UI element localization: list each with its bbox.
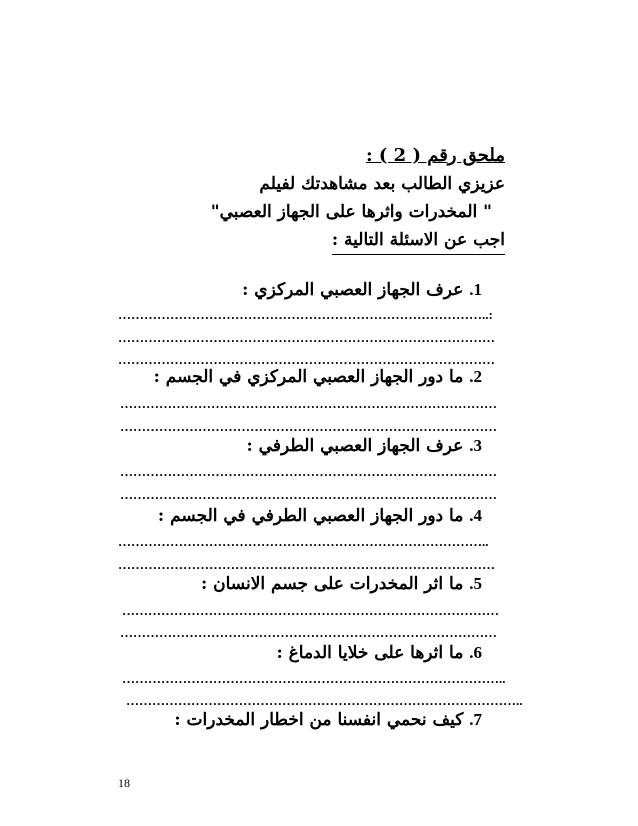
question-text: كيف نحمي انفسنا من اخطار المخدرات :: [174, 710, 470, 730]
question-number: 1.: [469, 280, 482, 299]
question-7: [174, 710, 482, 730]
answer-line[interactable]: ……………………………………………………………………………: [118, 352, 495, 367]
question-1: [242, 280, 482, 300]
question-6: [276, 643, 482, 663]
question-4: [158, 506, 482, 526]
question-number: 6.: [469, 643, 482, 662]
question-text: ما دور الجهاز العصبي المركزي في الجسم :: [153, 367, 470, 387]
answer-line[interactable]: ………………………………………………………………………………..: [126, 693, 523, 708]
intro-line-1: عزيزي الطالب بعد مشاهدتك لفيلم: [259, 174, 505, 194]
answer-line[interactable]: …………………………………………………………………………..: [118, 534, 489, 549]
answer-line[interactable]: ……………………………………………………………………………: [120, 419, 497, 434]
question-number: 4.: [469, 506, 482, 525]
answer-line[interactable]: ……………………………………………………………………………: [120, 625, 497, 640]
question-text: ما دور الجهاز العصبي الطرفي في الجسم :: [157, 506, 470, 526]
answer-line[interactable]: ……………………………………………………………………………: [120, 487, 497, 502]
question-2: [154, 367, 482, 387]
answer-line[interactable]: …………………………………………………………………………..:: [118, 307, 493, 322]
question-text: ما اثرها على خلايا الدماغ :: [276, 643, 470, 663]
page-number: 18: [118, 776, 130, 790]
question-number: 7.: [469, 710, 482, 729]
answer-line[interactable]: ……………………………………………………………………………: [120, 396, 497, 411]
answer-line[interactable]: ……………………………………………………………………………: [118, 330, 495, 345]
intro-line-2: " المخدرات واثرها على الجهاز العصبي": [210, 202, 492, 222]
question-5: [201, 574, 482, 594]
question-text: عرف الجهاز العصبي الطرفي :: [246, 436, 470, 456]
appendix-title: ملحق رقم ( 2 ) :: [365, 145, 505, 166]
question-text: ما اثر المخدرات على جسم الانسان :: [200, 574, 470, 594]
answer-line[interactable]: ……………………………………………………………………………: [120, 464, 497, 479]
answer-line[interactable]: ……………………………………………………………………………: [118, 557, 495, 572]
question-text: عرف الجهاز العصبي المركزي :: [242, 280, 470, 300]
answer-line[interactable]: ……………………………………………………………………………: [122, 603, 499, 618]
question-number: 5.: [469, 574, 482, 593]
instructions: اجب عن الاسئلة التالية :: [332, 230, 505, 255]
answer-line[interactable]: ……………………………………………………………………………..: [122, 671, 506, 686]
question-number: 3.: [469, 436, 482, 455]
question-3: [246, 436, 482, 456]
question-number: 2.: [469, 367, 482, 386]
